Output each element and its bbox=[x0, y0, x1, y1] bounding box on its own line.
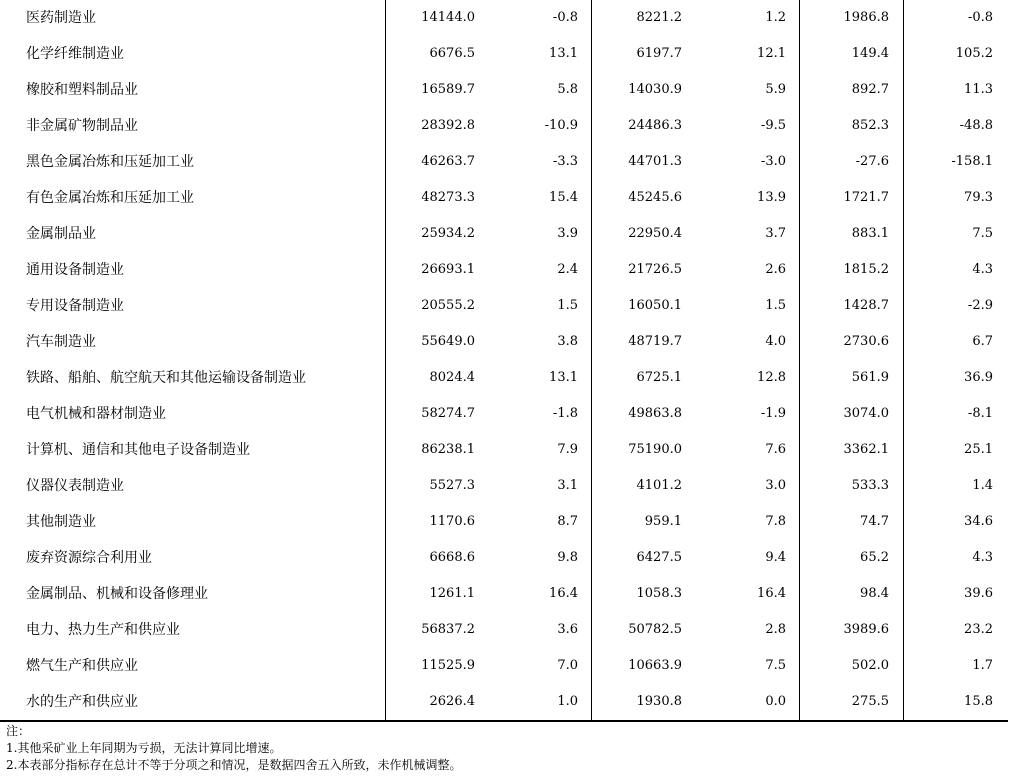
value-col-4: 0.0 bbox=[765, 694, 786, 709]
value-col-4: 1.2 bbox=[765, 10, 786, 25]
value-col-1: 86238.1 bbox=[421, 442, 475, 457]
table-notes bbox=[6, 723, 461, 774]
value-col-6: 4.3 bbox=[972, 262, 993, 277]
value-col-4: 13.9 bbox=[757, 190, 786, 205]
value-col-1: 28392.8 bbox=[421, 118, 475, 133]
value-col-5: 533.3 bbox=[851, 478, 889, 493]
industry-name: 水的生产和供应业 bbox=[26, 694, 138, 710]
table-row bbox=[0, 72, 1008, 108]
value-col-1: 25934.2 bbox=[421, 226, 475, 241]
value-col-2: 5.8 bbox=[557, 82, 578, 97]
value-col-1: 16589.7 bbox=[421, 82, 475, 97]
note-line-2: 2.本表部分指标存在总计不等于分项之和情况，是数据四舍五入所致，未作机械调整。 bbox=[6, 758, 462, 772]
value-col-3: 49863.8 bbox=[628, 406, 682, 421]
value-col-3: 14030.9 bbox=[628, 82, 682, 97]
column-separator bbox=[903, 0, 904, 720]
industry-name: 黑色金属冶炼和压延加工业 bbox=[26, 154, 194, 170]
value-col-5: 1428.7 bbox=[843, 298, 889, 313]
value-col-6: 15.8 bbox=[964, 694, 993, 709]
value-col-2: -3.3 bbox=[552, 154, 578, 169]
value-col-3: 50782.5 bbox=[628, 622, 682, 637]
value-col-2: -10.9 bbox=[544, 118, 578, 133]
value-col-3: 6197.7 bbox=[636, 46, 682, 61]
industry-name: 医药制造业 bbox=[26, 10, 96, 26]
table-row bbox=[0, 180, 1008, 216]
value-col-1: 1261.1 bbox=[429, 586, 475, 601]
industry-name: 燃气生产和供应业 bbox=[26, 658, 138, 674]
value-col-3: 1058.3 bbox=[636, 586, 682, 601]
value-col-3: 22950.4 bbox=[628, 226, 682, 241]
value-col-2: 8.7 bbox=[557, 514, 578, 529]
value-col-4: 7.5 bbox=[765, 658, 786, 673]
table-row bbox=[0, 324, 1008, 360]
value-col-5: 883.1 bbox=[851, 226, 889, 241]
value-col-5: 1815.2 bbox=[843, 262, 889, 277]
value-col-5: 74.7 bbox=[860, 514, 889, 529]
column-separator bbox=[385, 0, 386, 720]
value-col-5: 3362.1 bbox=[843, 442, 889, 457]
table-row bbox=[0, 504, 1008, 540]
value-col-1: 1170.6 bbox=[429, 514, 475, 529]
value-col-4: -1.9 bbox=[760, 406, 786, 421]
value-col-5: 65.2 bbox=[860, 550, 889, 565]
industry-name: 专用设备制造业 bbox=[26, 298, 124, 314]
column-separator bbox=[799, 0, 800, 720]
industry-name: 非金属矿物制品业 bbox=[26, 118, 138, 134]
value-col-6: 11.3 bbox=[964, 82, 993, 97]
value-col-5: 149.4 bbox=[851, 46, 889, 61]
value-col-1: 5527.3 bbox=[429, 478, 475, 493]
value-col-6: 36.9 bbox=[964, 370, 993, 385]
value-col-4: 5.9 bbox=[765, 82, 786, 97]
value-col-2: 2.4 bbox=[557, 262, 578, 277]
table-row bbox=[0, 36, 1008, 72]
value-col-2: 13.1 bbox=[549, 370, 578, 385]
table-row bbox=[0, 252, 1008, 288]
value-col-4: 12.8 bbox=[757, 370, 786, 385]
value-col-5: -27.6 bbox=[855, 154, 889, 169]
value-col-2: 7.9 bbox=[557, 442, 578, 457]
value-col-6: -0.8 bbox=[967, 10, 993, 25]
industry-name: 电气机械和器材制造业 bbox=[26, 406, 166, 422]
value-col-6: 1.7 bbox=[972, 658, 993, 673]
value-col-1: 46263.7 bbox=[421, 154, 475, 169]
value-col-2: 3.8 bbox=[557, 334, 578, 349]
value-col-1: 6676.5 bbox=[429, 46, 475, 61]
value-col-6: 1.4 bbox=[972, 478, 993, 493]
value-col-5: 98.4 bbox=[860, 586, 889, 601]
value-col-2: 3.1 bbox=[557, 478, 578, 493]
value-col-3: 6725.1 bbox=[636, 370, 682, 385]
table-row bbox=[0, 0, 1008, 36]
value-col-2: 16.4 bbox=[549, 586, 578, 601]
value-col-6: 79.3 bbox=[964, 190, 993, 205]
value-col-1: 56837.2 bbox=[421, 622, 475, 637]
industry-name: 仪器仪表制造业 bbox=[26, 478, 124, 494]
value-col-1: 20555.2 bbox=[421, 298, 475, 313]
value-col-4: 1.5 bbox=[765, 298, 786, 313]
value-col-2: 1.0 bbox=[557, 694, 578, 709]
value-col-3: 45245.6 bbox=[628, 190, 682, 205]
industry-name: 金属制品业 bbox=[26, 226, 96, 242]
value-col-1: 2626.4 bbox=[429, 694, 475, 709]
value-col-6: -8.1 bbox=[967, 406, 993, 421]
value-col-3: 10663.9 bbox=[628, 658, 682, 673]
value-col-4: 7.6 bbox=[765, 442, 786, 457]
value-col-5: 275.5 bbox=[851, 694, 889, 709]
value-col-3: 24486.3 bbox=[628, 118, 682, 133]
value-col-1: 11525.9 bbox=[421, 658, 475, 673]
value-col-4: 2.6 bbox=[765, 262, 786, 277]
industry-name: 橡胶和塑料制品业 bbox=[26, 82, 138, 98]
industry-name: 有色金属冶炼和压延加工业 bbox=[26, 190, 194, 206]
value-col-2: 9.8 bbox=[557, 550, 578, 565]
value-col-4: 12.1 bbox=[757, 46, 786, 61]
value-col-3: 959.1 bbox=[644, 514, 682, 529]
industry-name: 铁路、船舶、航空航天和其他运输设备制造业 bbox=[26, 370, 306, 386]
table-row bbox=[0, 612, 1008, 648]
value-col-2: 1.5 bbox=[557, 298, 578, 313]
table-row bbox=[0, 108, 1008, 144]
value-col-4: 3.0 bbox=[765, 478, 786, 493]
value-col-1: 48273.3 bbox=[421, 190, 475, 205]
industry-name: 通用设备制造业 bbox=[26, 262, 124, 278]
value-col-6: -158.1 bbox=[951, 154, 993, 169]
industry-name: 电力、热力生产和供应业 bbox=[26, 622, 180, 638]
value-col-3: 16050.1 bbox=[628, 298, 682, 313]
value-col-5: 852.3 bbox=[851, 118, 889, 133]
value-col-3: 1930.8 bbox=[636, 694, 682, 709]
value-col-5: 561.9 bbox=[851, 370, 889, 385]
value-col-4: 4.0 bbox=[765, 334, 786, 349]
value-col-6: 6.7 bbox=[972, 334, 993, 349]
value-col-4: -3.0 bbox=[760, 154, 786, 169]
value-col-4: 9.4 bbox=[765, 550, 786, 565]
table-row bbox=[0, 576, 1008, 612]
value-col-4: 2.8 bbox=[765, 622, 786, 637]
industry-name: 废弃资源综合利用业 bbox=[26, 550, 152, 566]
industry-name: 化学纤维制造业 bbox=[26, 46, 124, 62]
value-col-6: 7.5 bbox=[972, 226, 993, 241]
value-col-1: 6668.6 bbox=[429, 550, 475, 565]
table-row bbox=[0, 468, 1008, 504]
table-row bbox=[0, 216, 1008, 252]
value-col-1: 8024.4 bbox=[429, 370, 475, 385]
value-col-4: 7.8 bbox=[765, 514, 786, 529]
table-row bbox=[0, 144, 1008, 180]
value-col-1: 14144.0 bbox=[421, 10, 475, 25]
industry-name: 其他制造业 bbox=[26, 514, 96, 530]
value-col-6: 25.1 bbox=[964, 442, 993, 457]
value-col-5: 1986.8 bbox=[843, 10, 889, 25]
value-col-2: 3.6 bbox=[557, 622, 578, 637]
value-col-5: 3074.0 bbox=[843, 406, 889, 421]
value-col-4: 16.4 bbox=[757, 586, 786, 601]
value-col-3: 44701.3 bbox=[628, 154, 682, 169]
value-col-6: 34.6 bbox=[964, 514, 993, 529]
value-col-2: -1.8 bbox=[552, 406, 578, 421]
value-col-5: 1721.7 bbox=[843, 190, 889, 205]
column-separator bbox=[591, 0, 592, 720]
value-col-6: 23.2 bbox=[964, 622, 993, 637]
value-col-1: 55649.0 bbox=[421, 334, 475, 349]
value-col-6: 105.2 bbox=[955, 46, 993, 61]
table-row bbox=[0, 360, 1008, 396]
value-col-6: 4.3 bbox=[972, 550, 993, 565]
table-row bbox=[0, 396, 1008, 432]
table-row bbox=[0, 684, 1008, 720]
value-col-5: 2730.6 bbox=[843, 334, 889, 349]
value-col-3: 48719.7 bbox=[628, 334, 682, 349]
value-col-5: 502.0 bbox=[851, 658, 889, 673]
value-col-2: 13.1 bbox=[549, 46, 578, 61]
note-line-1: 1.其他采矿业上年同期为亏损，无法计算同比增速。 bbox=[6, 741, 282, 755]
industry-name: 计算机、通信和其他电子设备制造业 bbox=[26, 442, 250, 458]
value-col-3: 8221.2 bbox=[636, 10, 682, 25]
table-row bbox=[0, 288, 1008, 324]
notes-label: 注： bbox=[6, 724, 31, 738]
value-col-6: -2.9 bbox=[967, 298, 993, 313]
value-col-2: 7.0 bbox=[557, 658, 578, 673]
value-col-5: 3989.6 bbox=[843, 622, 889, 637]
value-col-4: 3.7 bbox=[765, 226, 786, 241]
value-col-5: 892.7 bbox=[851, 82, 889, 97]
industry-name: 金属制品、机械和设备修理业 bbox=[26, 586, 208, 602]
industry-name: 汽车制造业 bbox=[26, 334, 96, 350]
value-col-1: 58274.7 bbox=[421, 406, 475, 421]
table-row bbox=[0, 648, 1008, 684]
table-row bbox=[0, 540, 1008, 576]
value-col-1: 26693.1 bbox=[421, 262, 475, 277]
value-col-2: 3.9 bbox=[557, 226, 578, 241]
value-col-6: 39.6 bbox=[964, 586, 993, 601]
value-col-2: 15.4 bbox=[549, 190, 578, 205]
value-col-2: -0.8 bbox=[552, 10, 578, 25]
value-col-6: -48.8 bbox=[959, 118, 993, 133]
value-col-3: 21726.5 bbox=[628, 262, 682, 277]
value-col-3: 6427.5 bbox=[636, 550, 682, 565]
value-col-4: -9.5 bbox=[760, 118, 786, 133]
table-bottom-rule bbox=[0, 720, 1008, 722]
value-col-3: 75190.0 bbox=[628, 442, 682, 457]
table-row bbox=[0, 432, 1008, 468]
value-col-3: 4101.2 bbox=[636, 478, 682, 493]
